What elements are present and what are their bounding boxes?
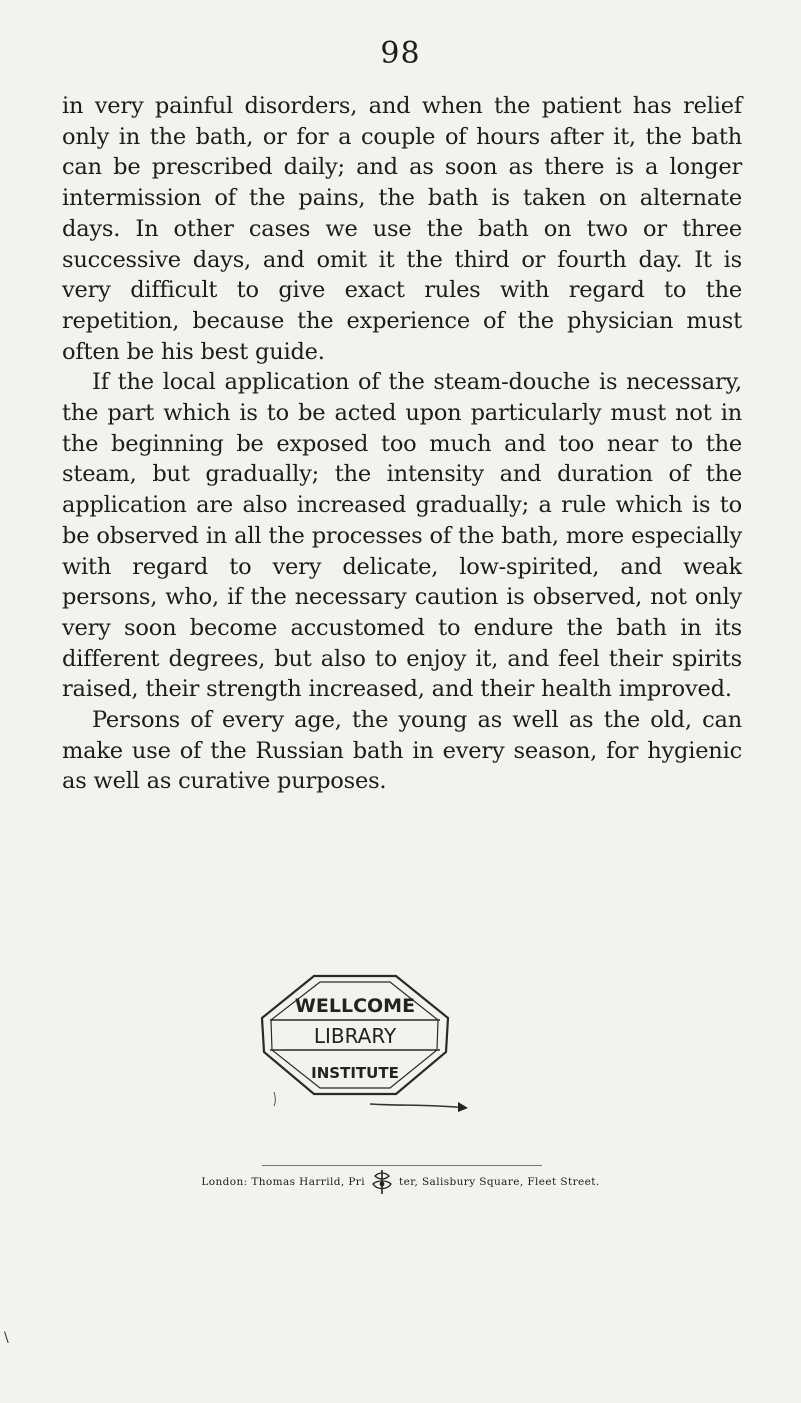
paragraph-2: If the local application of the steam-douche is necessary, the part which is to be acted upon particularly must not in the beginning be exposed too much and too near to the steam, but gradually; the intensity and duration of the application are also increased gradually; a rule which is to be observed in all the processes of the bath, more especially with regard to very delicate, low-spirited, and weak persons, who, if the necessary caution is observed, not only very soon become accustomed to endure the bath in its different degrees, but also to enjoy it, and feel their spirits raised, their strength increased, and their health improved. bbox=[62, 369, 742, 703]
page-number: 98 bbox=[380, 36, 421, 71]
imprint-left: London: Thomas Harrild, Pri bbox=[201, 1176, 365, 1188]
stamp-flourish bbox=[270, 1090, 470, 1120]
svg-text:INSTITUTE: INSTITUTE bbox=[311, 1064, 399, 1082]
body-text bbox=[62, 91, 742, 797]
imprint-rule bbox=[262, 1165, 542, 1166]
printer-imprint bbox=[0, 1168, 801, 1196]
imprint-right: ter, Salisbury Square, Fleet Street. bbox=[398, 1176, 600, 1188]
svg-text:WELLCOME: WELLCOME bbox=[294, 995, 416, 1017]
printer-device-icon bbox=[367, 1168, 397, 1196]
svg-text:LIBRARY: LIBRARY bbox=[313, 1024, 397, 1048]
paragraph-3: Persons of every age, the young as well as the old, can make use of the Russian bath in every season, for hygienic as well as curative purposes. bbox=[62, 707, 742, 795]
paragraph-1: in very painful disorders, and when the patient has relief only in the bath, or for a couple of hours after it, the bath can be prescribed daily; and as soon as there is a longer intermission of the pains, the bath is taken on alternate days. In other cases we use the bath on two or three successive days, and omit it the third or fourth day. It is very difficult to give exact rules with regard to the repetition, because the experience of the physician must often be his best guide. bbox=[62, 93, 742, 365]
margin-mark: \ bbox=[4, 1330, 9, 1346]
library-stamp bbox=[256, 968, 454, 1100]
